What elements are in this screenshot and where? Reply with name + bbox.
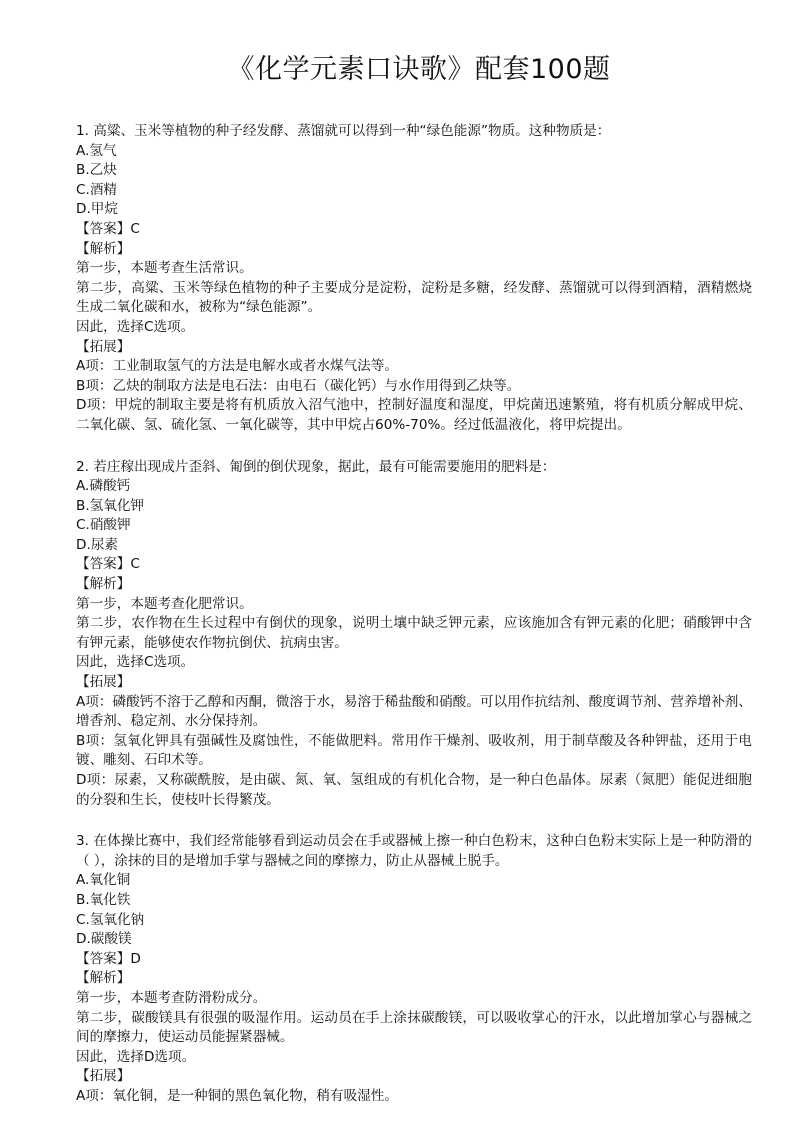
option-b: B.氢氧化钾 xyxy=(76,497,145,514)
option-a: A.磷酸钙 xyxy=(76,478,131,495)
analysis-step-2: 第二步，碳酸镁具有很强的吸湿作用。运动员在手上涂抹碳酸镁，可以吸收掌心的汗水，以此增加掌心与器械之间的摩擦力，使运动员能握紧器械。 xyxy=(76,1009,752,1046)
analysis-conclusion: 因此，选择D选项。 xyxy=(76,1048,196,1065)
analysis-label: 【解析】 xyxy=(76,240,131,257)
option-d: D.碳酸镁 xyxy=(76,931,132,948)
question-stem: 3. 在体操比赛中，我们经常能够看到运动员会在手或器械上擦一种白色粉末，这种白色粉末实际上是一种防滑的（ ），涂抹的目的是增加手掌与器械之间的摩擦力，防止从器械上脱手。 xyxy=(76,833,752,869)
question-block xyxy=(76,122,752,436)
analysis-label: 【解析】 xyxy=(76,576,131,593)
analysis-step-2: 第二步，农作物在生长过程中有倒伏的现象，说明土壤中缺乏钾元素，应该施加含有钾元素的化肥；硝酸钾中含有钾元素，能够使农作物抗倒伏、抗病虫害。 xyxy=(76,615,752,651)
extension-label: 【拓展】 xyxy=(76,1068,131,1085)
extension-item: D项：尿素，又称碳酰胺，是由碳、氮、氧、氢组成的有机化合物，是一种白色晶体。尿素（氮肥）能促进细胞的分裂和生长，使枝叶长得繁茂。 xyxy=(76,772,752,808)
extension-item: A项：磷酸钙不溶于乙醇和丙酮，微溶于水，易溶于稀盐酸和硝酸。可以用作抗结剂、酸度调节剂、营养增补剂、增香剂、稳定剂、水分保持剂。 xyxy=(76,693,752,730)
option-c: C.酒精 xyxy=(76,181,118,198)
analysis-label: 【解析】 xyxy=(76,970,131,987)
extension-item: B项：乙炔的制取方法是电石法：由电石（碳化钙）与水作用得到乙炔等。 xyxy=(76,377,521,394)
analysis-conclusion: 因此，选择C选项。 xyxy=(76,318,195,335)
analysis-step-1: 第一步，本题考查化肥常识。 xyxy=(76,595,253,612)
extension-label: 【拓展】 xyxy=(76,674,131,691)
document-title: 《化学元素口诀歌》配套100题 xyxy=(227,54,611,85)
extension-item: A项：氧化铜，是一种铜的黑色氧化物，稍有吸湿性。 xyxy=(76,1087,398,1104)
option-b: B.乙炔 xyxy=(76,162,117,179)
option-c: C.硝酸钾 xyxy=(76,517,131,534)
question-block xyxy=(76,832,752,1106)
extension-item: B项：氢氧化钾具有强碱性及腐蚀性，不能做肥料。常用作干燥剂、吸收剂，用于制草酸及各种钾盐，还用于电镀、雕刻、石印术等。 xyxy=(76,732,752,769)
analysis-step-2: 第二步，高粱、玉米等绿色植物的种子主要成分是淀粉，淀粉是多糖，经发酵、蒸馏就可以得到酒精，酒精燃烧生成二氧化碳和水，被称为“绿色能源”。 xyxy=(76,279,752,316)
option-a: A.氧化铜 xyxy=(76,872,131,889)
answer: 【答案】D xyxy=(76,950,141,967)
option-c: C.氢氧化钠 xyxy=(76,911,145,928)
option-a: A.氢气 xyxy=(76,142,117,159)
answer: 【答案】C xyxy=(76,556,140,573)
answer: 【答案】C xyxy=(76,220,140,237)
option-b: B.氧化铁 xyxy=(76,891,131,908)
question-block xyxy=(76,458,752,811)
analysis-step-1: 第一步，本题考查生活常识。 xyxy=(76,260,253,277)
question-stem: 1. 高粱、玉米等植物的种子经发酵、蒸馏就可以得到一种“绿色能源”物质。这种物质是： xyxy=(76,123,611,139)
extension-item: D项：甲烷的制取主要是将有机质放入沼气池中，控制好温度和湿度，甲烷菌迅速繁殖，将有机质分解成甲烷、二氧化碳、氢、硫化氢、一氧化碳等，其中甲烷占60%-70%。经过低温液化，将甲烷提出。 xyxy=(76,397,752,433)
question-stem: 2. 若庄稼出现成片歪斜、匍倒的倒伏现象，据此，最有可能需要施用的肥料是： xyxy=(76,458,556,475)
extension-label: 【拓展】 xyxy=(76,338,131,355)
analysis-step-1: 第一步，本题考查防滑粉成分。 xyxy=(76,989,267,1006)
analysis-conclusion: 因此，选择C选项。 xyxy=(76,654,195,671)
option-d: D.甲烷 xyxy=(76,201,118,218)
extension-item: A项：工业制取氢气的方法是电解水或者水煤气法等。 xyxy=(76,358,398,375)
option-d: D.尿素 xyxy=(76,536,118,553)
